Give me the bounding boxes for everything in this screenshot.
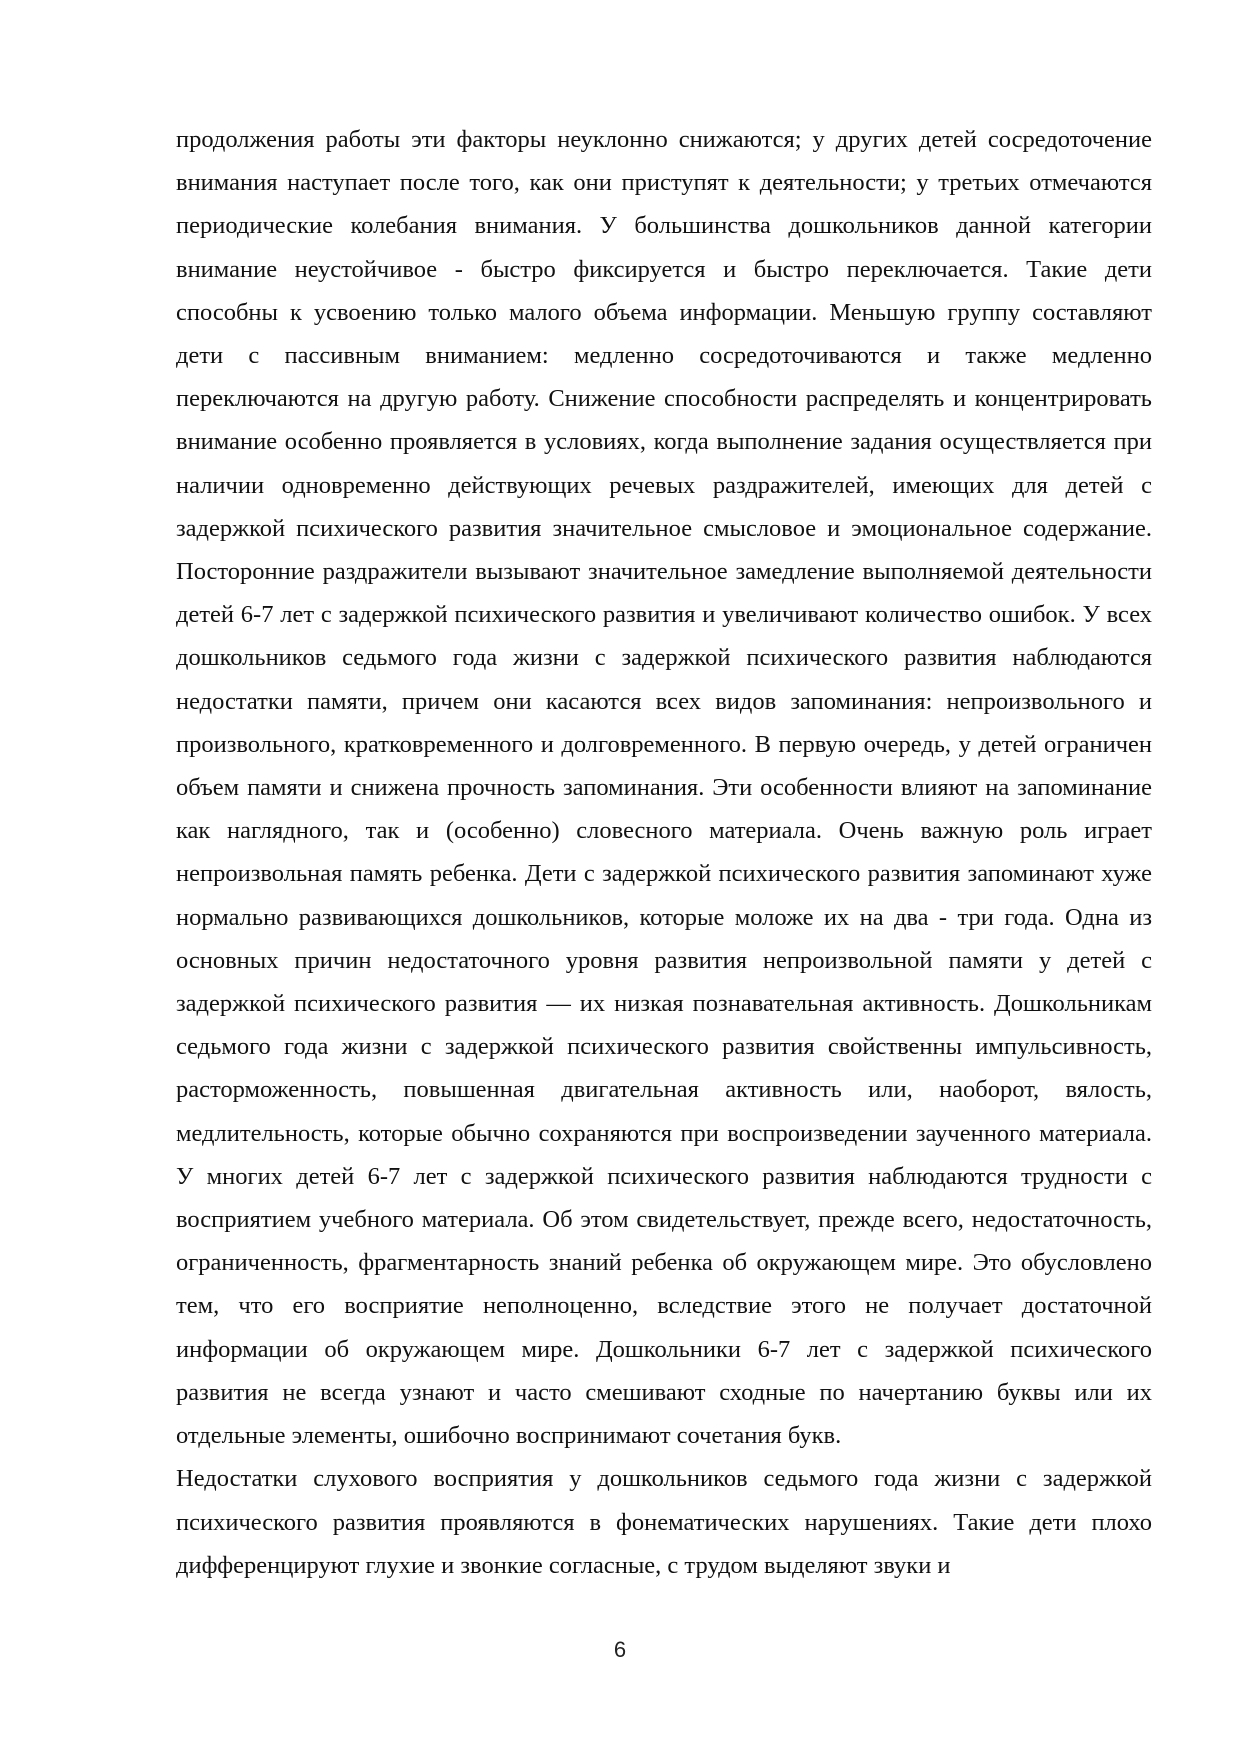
paragraph-2: Недостатки слухового восприятия у дошкольников седьмого года жизни с задержкой психического развития проявляются в фонематических нарушениях. Такие дети плохо дифференцируют глухие и звонкие согласные, с трудом выделяют звуки и <box>176 1465 1152 1579</box>
paragraph-1: продолжения работы эти факторы неуклонно снижаются; у других детей сосредоточение внимания наступает после того, как они приступят к деятельности; у третьих отмечаются периодические колебания внимания. У большинства дошкольников данной категории внимание неустойчивое - быстро фиксируется и быстро переключается. Такие дети способны к усвоению только малого объема информации. Меньшую группу составляют дети с пассивным вниманием: медленно сосредоточиваются и также медленно переключаются на другую работу. Снижение способности распределять и концентрировать внимание особенно проявляется в условиях, когда выполнение задания осуществляется при наличии одновременно действующих речевых раздражителей, имеющих для детей с задержкой психического развития значительное смысловое и эмоциональное содержание. Посторонние раздражители вызывают значительное замедление выполняемой деятельности детей 6-7 лет с задержкой психического развития и увеличивают количество ошибок. У всех дошкольников седьмого года жизни с задержкой психического развития наблюдаются недостатки памяти, причем они касаются всех видов запоминания: непроизвольного и произвольного, кратковременного и долговременного. В первую очередь, у детей ограничен объем памяти и снижена прочность запоминания. Эти особенности влияют на запоминание как наглядного, так и (особенно) словесного материала. Очень важную роль играет непроизвольная память ребенка. Дети с задержкой психического развития запоминают хуже нормально развивающихся дошкольников, которые моложе их на два - три года. Одна из основных причин недостаточного уровня развития непроизвольной памяти у детей с задержкой психического развития — их низкая познавательная активность. Дошкольникам седьмого года жизни с задержкой психического развития свойственны импульсивность, расторможенность, повышенная двигательная активность или, наоборот, вялость, медлительность, которые обычно сохраняются при воспроизведении заученного материала. У многих детей 6-7 лет с задержкой психического развития наблюдаются трудности с восприятием учебного материала. Об этом свидетельствует, прежде всего, недостаточность, ограниченность, фрагментарность знаний ребенка об окружающем мире. Это обусловлено тем, что его восприятие неполноценно, вследствие этого не получает достаточной информации об окружающем мире. Дошкольники 6-7 лет с задержкой психического развития не всегда узнают и часто смешивают сходные по начертанию буквы или их отдельные элементы, ошибочно воспринимают сочетания букв. <box>176 126 1152 1450</box>
body-text <box>176 118 1152 1587</box>
page-number: 6 <box>613 1637 627 1662</box>
